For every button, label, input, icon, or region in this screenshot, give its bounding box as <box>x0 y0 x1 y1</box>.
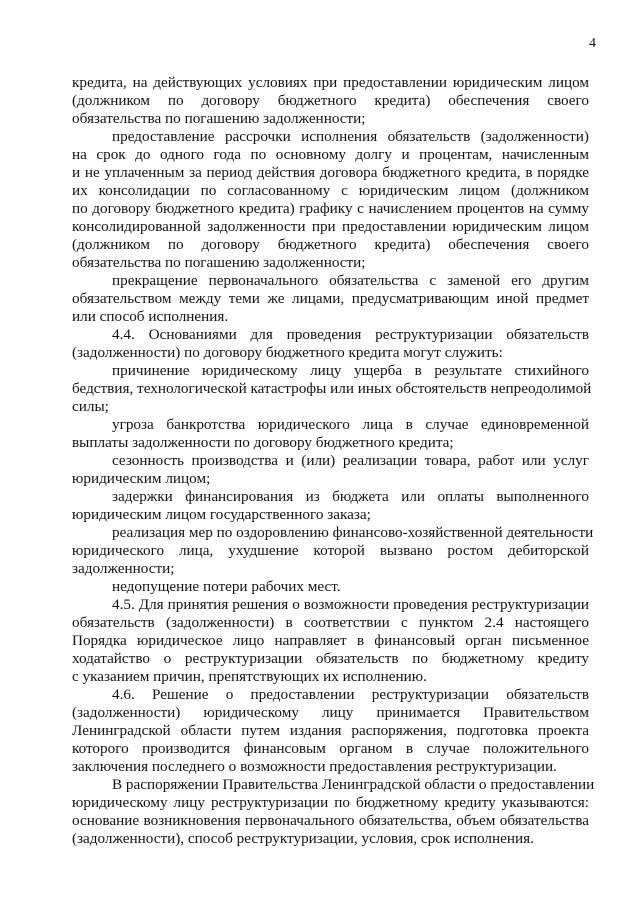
text-line: обязательством между теми же лицами, предусматривающим иной предмет <box>72 290 589 307</box>
text-line: ходатайство о реструктуризации обязательств по бюджетному кредиту <box>72 650 589 667</box>
text-line: на срок до одного года по основному долгу и процентам, начисленным <box>72 146 589 163</box>
text-line: выплаты задолженности по договору бюджетного кредита; <box>72 434 454 451</box>
text-line: юридического лица, ухудшение которой вызвано ростом дебиторской <box>72 542 589 559</box>
text-line: Ленинградской области путем издания распоряжения, подготовка проекта <box>72 722 589 739</box>
text-line: обязательств (задолженности) в соответствии с пунктом 2.4 настоящего <box>72 614 589 631</box>
text-line: по договору бюджетного кредита) графику с начислением процентов на сумму <box>72 200 589 217</box>
text-line: юридическому лицу реструктуризации по бюджетному кредиту указываются: <box>72 794 589 811</box>
text-line: которого производится финансовым органом в случае положительного <box>72 740 589 757</box>
text-line: юридическим лицом; <box>72 470 211 487</box>
text-line: бедствия, технологической катастрофы или иных обстоятельств непреодолимой <box>72 380 592 397</box>
text-line: прекращение первоначального обязательства с заменой его другим <box>112 272 589 289</box>
text-line: (задолженности) по договору бюджетного кредита могут служить: <box>72 344 503 361</box>
text-line: угроза банкротства юридического лица в случае единовременной <box>112 416 589 433</box>
text-line: кредита, на действующих условиях при предоставлении юридическим лицом <box>72 74 589 91</box>
text-line: силы; <box>72 398 109 415</box>
text-line: причинение юридическому лицу ущерба в результате стихийного <box>112 362 589 379</box>
text-line: обязательства по погашению задолженности; <box>72 110 366 127</box>
text-line: задолженности; <box>72 560 175 577</box>
text-line: обязательства по погашению задолженности; <box>72 254 366 271</box>
text-line: (должником по договору бюджетного кредита) обеспечения своего <box>72 236 589 253</box>
page-number: 4 <box>589 36 596 51</box>
text-line: 4.6. Решение о предоставлении реструктуризации обязательств <box>112 686 589 703</box>
text-line: недопущение потери рабочих мест. <box>112 578 341 595</box>
text-line: заключения последнего о возможности предоставления реструктуризации. <box>72 758 557 775</box>
text-line: сезонность производства и (или) реализации товара, работ или услуг <box>112 452 589 469</box>
text-line: (задолженности) юридическому лицу принимается Правительством <box>72 704 589 721</box>
text-line: и не уплаченным за период действия договора бюджетного кредита, в порядке <box>72 164 589 181</box>
text-line: (должником по договору бюджетного кредита) обеспечения своего <box>72 92 589 109</box>
text-line: с указанием причин, препятствующих их исполнению. <box>72 668 427 685</box>
text-line: юридическим лицом государственного заказа; <box>72 506 371 523</box>
text-line: их консолидации по согласованному с юридическим лицом (должником <box>72 182 589 199</box>
text-line: предоставление рассрочки исполнения обязательств (задолженности) <box>112 128 589 145</box>
text-line: или способ исполнения. <box>72 308 229 325</box>
text-line: реализация мер по оздоровлению финансово-хозяйственной деятельности <box>112 524 594 541</box>
text-line: (задолженности), способ реструктуризации, условия, срок исполнения. <box>72 830 534 847</box>
text-line: В распоряжении Правительства Ленинградской области о предоставлении <box>112 776 595 793</box>
text-line: задержки финансирования из бюджета или оплаты выполненного <box>112 488 589 505</box>
text-line: основание возникновения первоначального обязательства, объем обязательства <box>72 812 589 829</box>
text-line: 4.5. Для принятия решения о возможности проведения реструктуризации <box>112 596 589 613</box>
text-line: Порядка юридическое лицо направляет в финансовый орган письменное <box>72 632 589 649</box>
text-line: 4.4. Основаниями для проведения реструктуризации обязательств <box>112 326 589 343</box>
text-line: консолидированной задолженности при предоставлении юридическим лицом <box>72 218 589 235</box>
